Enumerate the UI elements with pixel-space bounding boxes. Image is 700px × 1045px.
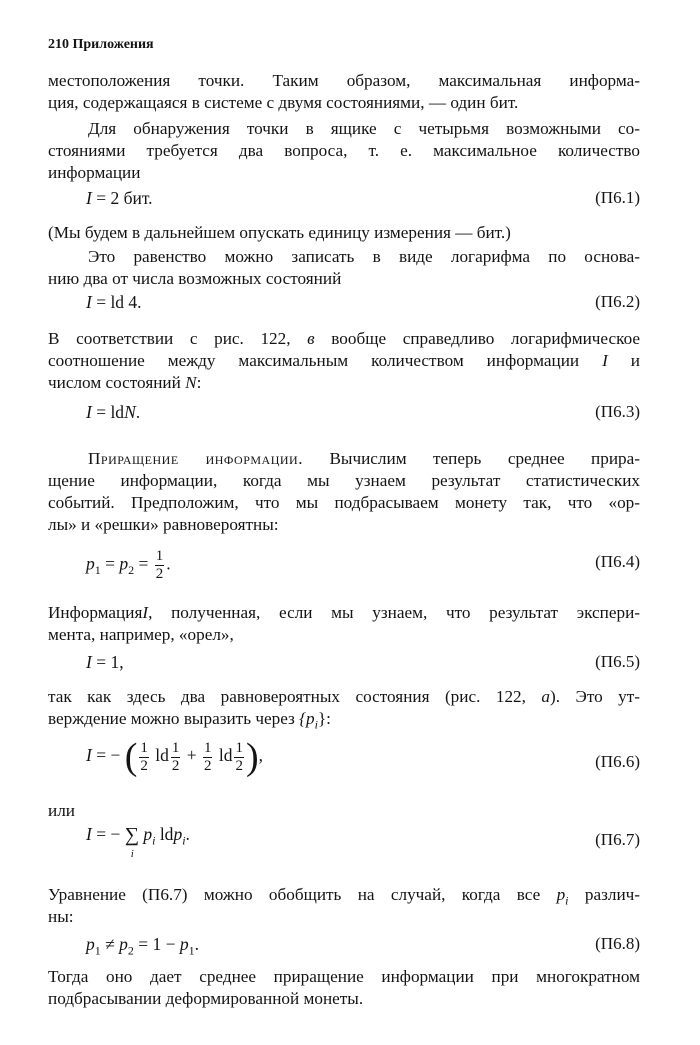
eq-operator: = − xyxy=(96,745,121,766)
sigma-glyph: ∑ xyxy=(124,824,139,847)
text-fragment: Вычислим теперь среднее прира- xyxy=(329,449,640,468)
eq-operator: = xyxy=(105,553,115,574)
text-line: ция, содержащаяся в системе с двумя состояниями, — один бит. xyxy=(48,93,519,112)
eq-rhs: = 2 бит. xyxy=(96,188,153,208)
text-line: Для обнаружения точки в ящике с четырьмя возможными со- xyxy=(88,119,640,138)
equation-p6-5 xyxy=(86,652,124,673)
eq-ld: ld xyxy=(218,745,233,766)
text-fragment: вообще справедливо логарифмическое xyxy=(331,329,641,348)
eq-symbol-p: p xyxy=(143,824,153,844)
text-fragment: так как здесь два равновероятных состояния (рис. 122, xyxy=(48,687,526,706)
running-head xyxy=(48,34,154,56)
eq-operator: = 1 − xyxy=(138,934,176,954)
right-paren: ) xyxy=(245,736,259,778)
eq-symbol-p: p xyxy=(86,934,95,954)
text-line: Тогда оно дает среднее приращение информации при многократном xyxy=(48,967,640,986)
equation-number: (П6.2) xyxy=(595,292,640,311)
text-line: или xyxy=(48,801,75,820)
denominator: 2 xyxy=(235,757,243,774)
equation-number: (П6.4) xyxy=(595,552,640,571)
equation-p6-8 xyxy=(86,934,199,959)
equation-p6-6 xyxy=(86,738,263,776)
eq-punct: , xyxy=(258,745,264,766)
fraction xyxy=(171,740,181,775)
text-fragment: }: xyxy=(317,709,331,728)
text-line: стояниями требуется два вопроса, т. е. максимальное количество xyxy=(48,141,640,160)
section-heading-line xyxy=(88,448,640,470)
equation-number: (П6.7) xyxy=(595,830,640,849)
eq-symbol-i: I xyxy=(86,652,92,672)
eq-rhs: = 1, xyxy=(96,652,124,672)
text-line xyxy=(48,328,640,350)
text-line: ны: xyxy=(48,907,74,926)
text-fragment: различ- xyxy=(584,885,641,904)
eq-symbol-p: p xyxy=(119,934,128,954)
text-fragment: i xyxy=(314,717,318,732)
text-line: местоположения точки. Таким образом, максимальная информа- xyxy=(48,71,640,90)
text-line: лы» и «решки» равновероятны: xyxy=(48,515,279,534)
text-line xyxy=(48,350,640,372)
eq-symbol-i: I xyxy=(86,745,92,766)
text-fragment: : xyxy=(196,373,202,392)
eq-operator: ≠ xyxy=(105,934,115,954)
eq-subscript: 1 xyxy=(188,943,195,958)
text-line: нию два от числа возможных состояний xyxy=(48,269,342,288)
equation-p6-4 xyxy=(86,548,171,583)
sum-symbol xyxy=(124,824,139,861)
eq-rhs: . xyxy=(135,402,141,422)
text-fragment: p xyxy=(556,885,566,904)
eq-subscript: i xyxy=(152,833,156,848)
equation-number: (П6.6) xyxy=(595,752,640,771)
text-fragment: числом состояний xyxy=(48,373,181,392)
text-line xyxy=(48,602,640,624)
sum-index: i xyxy=(130,848,134,861)
equation-p6-2 xyxy=(86,292,142,313)
equation-number: (П6.3) xyxy=(595,402,640,421)
equation-number: (П6.5) xyxy=(595,652,640,671)
text-fragment: в xyxy=(307,329,315,348)
eq-symbol-i: I xyxy=(86,402,92,422)
eq-operator: = xyxy=(138,553,149,574)
text-fragment: Информация xyxy=(48,603,143,622)
text-line: Это равенство можно записать в виде логарифма по основа- xyxy=(88,247,640,266)
eq-subscript: 1 xyxy=(94,943,101,958)
eq-symbol-p: p xyxy=(119,553,129,574)
fraction xyxy=(139,740,149,775)
section-heading: Приращение информации. xyxy=(88,449,304,468)
text-fragment: соотношение между максимальным количеством информации xyxy=(48,351,580,370)
equation-number: (П6.1) xyxy=(595,188,640,207)
eq-ld: ld xyxy=(159,824,174,844)
denominator: 2 xyxy=(203,757,212,774)
eq-rhs: = ld xyxy=(96,402,125,422)
left-paren: ( xyxy=(124,736,138,778)
eq-operator: = − xyxy=(96,824,121,844)
eq-symbol-p: p xyxy=(179,934,189,954)
eq-symbol-i: I xyxy=(86,188,92,208)
text-fragment: N xyxy=(185,373,197,392)
text-line: щение информации, когда мы узнаем результат статистических xyxy=(48,471,640,490)
numerator: 1 xyxy=(155,548,164,564)
text-fragment: , полученная, если мы узнаем, что результат экспери- xyxy=(148,603,640,622)
eq-rhs: = ld 4. xyxy=(96,292,142,312)
text-line: мента, например, «орел», xyxy=(48,625,234,644)
eq-symbol-p: p xyxy=(86,553,95,574)
eq-punct: . xyxy=(166,553,171,574)
eq-subscript: 1 xyxy=(94,563,101,578)
text-line: информации xyxy=(48,163,141,182)
denominator: 2 xyxy=(155,566,164,582)
text-line: подбрасывании деформированной монеты. xyxy=(48,989,364,1008)
text-fragment: i xyxy=(565,893,569,908)
equation-number: (П6.8) xyxy=(595,934,640,953)
text-fragment: а xyxy=(541,687,551,706)
fraction xyxy=(234,740,244,775)
text-fragment: ). Это ут- xyxy=(550,687,641,706)
numerator: 1 xyxy=(140,739,148,756)
text-fragment: I xyxy=(602,351,608,370)
numerator: 1 xyxy=(171,739,180,756)
equation-p6-1 xyxy=(86,188,153,209)
numerator: 1 xyxy=(235,739,243,756)
eq-subscript: 2 xyxy=(127,943,134,958)
eq-symbol-i: I xyxy=(86,292,92,312)
fraction xyxy=(203,740,213,775)
eq-ld: ld xyxy=(155,745,169,766)
eq-punct: . xyxy=(194,934,199,954)
eq-symbol-n: N xyxy=(124,402,136,422)
eq-subscript: 2 xyxy=(128,563,135,578)
eq-symbol-p: p xyxy=(173,824,183,844)
denominator: 2 xyxy=(140,757,148,774)
text-line xyxy=(48,686,640,708)
text-line xyxy=(48,884,640,911)
text-line xyxy=(48,372,201,394)
page-number: 210 xyxy=(48,37,69,52)
eq-operator: + xyxy=(186,745,197,766)
text-line: событий. Предположим, что мы подбрасываем монету так, что «ор- xyxy=(48,493,640,512)
denominator: 2 xyxy=(171,757,180,774)
text-fragment: I xyxy=(142,603,149,622)
equation-p6-3 xyxy=(86,402,140,423)
text-fragment: Уравнение (П6.7) можно обобщить на случай, когда все xyxy=(48,885,541,904)
text-fragment: В соответствии с рис. 122, xyxy=(48,329,291,348)
eq-symbol-i: I xyxy=(86,824,92,844)
section-title: Приложения xyxy=(72,37,154,52)
eq-punct: . xyxy=(185,824,190,844)
text-fragment: {p xyxy=(299,709,315,728)
eq-subscript: i xyxy=(182,833,186,848)
text-fragment: и xyxy=(630,351,640,370)
equation-p6-7 xyxy=(86,824,190,861)
text-line: (Мы будем в дальнейшем опускать единицу измерения — бит.) xyxy=(48,223,511,242)
text-line xyxy=(48,708,331,735)
fraction xyxy=(155,548,165,583)
text-fragment: верждение можно выразить через xyxy=(48,709,295,728)
numerator: 1 xyxy=(203,739,212,756)
